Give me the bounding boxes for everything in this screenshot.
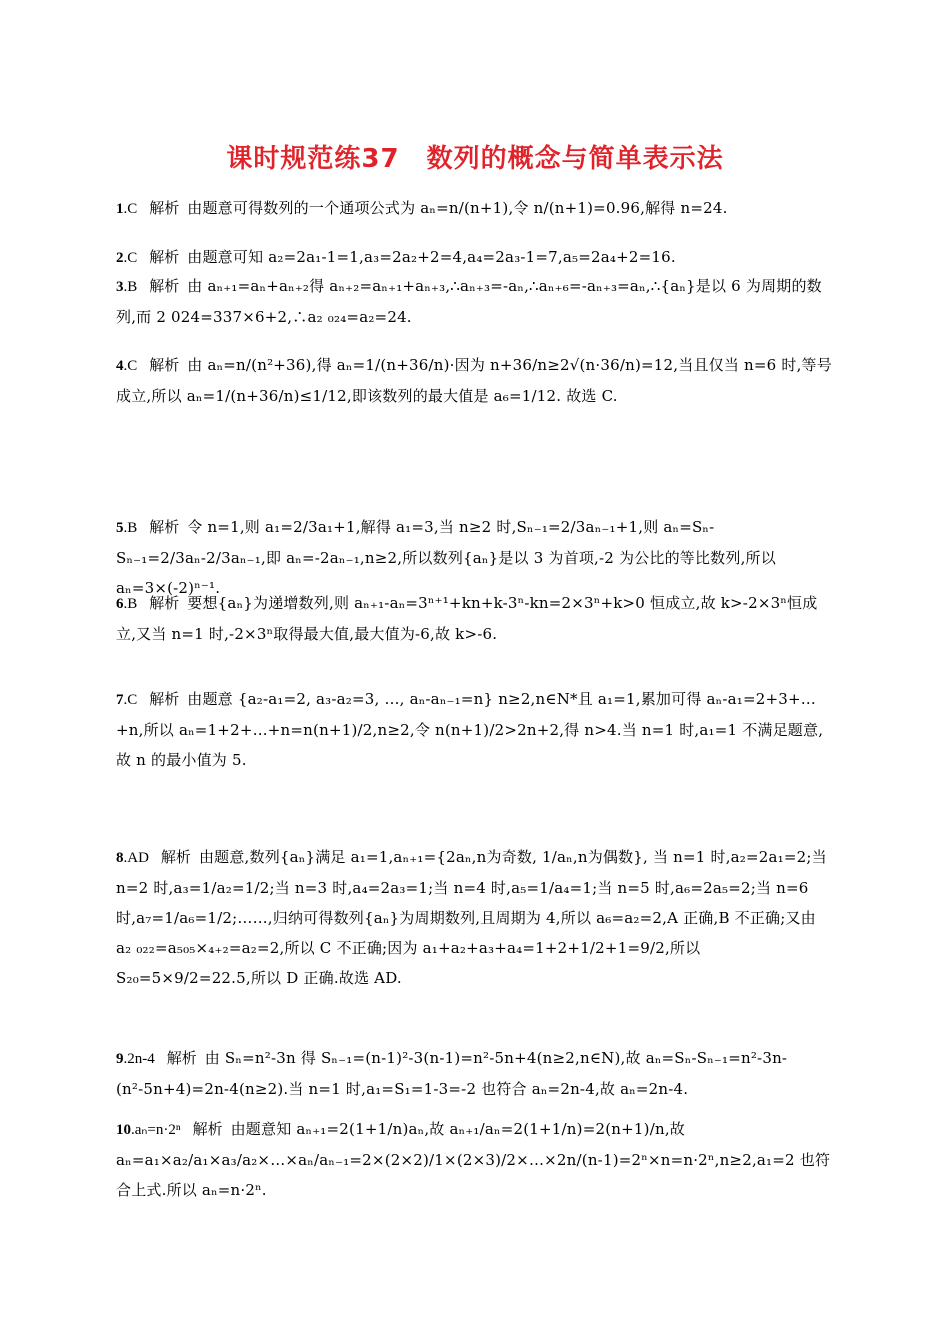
- item-number: 4: [116, 358, 124, 374]
- item-text: 由题意 {a₂-a₁=2, a₃-a₂=3, …, aₙ-aₙ₋₁=n} n≥2,n∈N*且 a₁=1,累加可得 aₙ-a₁=2+3+…+n,所以 aₙ=1+2+…+n=n(n+1)/2,n≥2,令 n(n+1)/2>2n+2,得 n>4.当 n=1 时,a₁=1 不满足题意,故 n 的最小值为 5.: [116, 690, 824, 769]
- item-text: 由题意,数列{aₙ}满足 a₁=1,aₙ₊₁={2aₙ,n为奇数, 1/aₙ,n为偶数}, 当 n=1 时,a₂=2a₁=2;当 n=2 时,a₃=1/a₂=1/2;当 n=3 时,a₄=2a₃=1;当 n=4 时,a₅=1/a₄=1;当 n=5 时,a₆=2a₅=2;当 n=6 时,a₇=1/a₆=1/2;……,归纳可得数列{aₙ}为周期数列,且周期为 4,所以 a₆=a₂=2,A 正确,B 不正确;又由 a₂ ₀₂₂=a₅₀₅×₄₊₂=a₂=2,所以 C 不正确;因为 a₁+a₂+a₃+a₄=1+2+1/2+1=9/2,所以 S₂₀=5×9/2=22.5,所以 D 正确.故选 AD.: [116, 848, 827, 987]
- analysis-tag: 解析: [149, 356, 180, 374]
- item-answer: .2n-4: [123, 1051, 155, 1067]
- solution-item: [116, 193, 832, 224]
- analysis-tag: 解析: [149, 594, 180, 612]
- solution-item: [116, 842, 832, 993]
- analysis-tag: 解析: [149, 248, 180, 266]
- item-number: 8: [116, 850, 124, 866]
- solution-item: [116, 242, 832, 273]
- item-answer: .C: [123, 201, 138, 217]
- item-text: 由 aₙ₊₁=aₙ+aₙ₊₂得 aₙ₊₂=aₙ₊₁+aₙ₊₃,∴aₙ₊₃=-aₙ,∴aₙ₊₆=-aₙ₊₃=aₙ,∴{aₙ}是以 6 为周期的数列,而 2 024=337×6+2,∴a₂ ₀₂₄=a₂=24.: [116, 277, 822, 326]
- item-number: 6: [116, 596, 124, 612]
- item-text: 令 n=1,则 a₁=2/3a₁+1,解得 a₁=3,当 n≥2 时,Sₙ₋₁=2/3aₙ₋₁+1,则 aₙ=Sₙ-Sₙ₋₁=2/3aₙ-2/3aₙ₋₁,即 aₙ=-2aₙ₋₁,n≥2,所以数列{aₙ}是以 3 为首项,-2 为公比的等比数列,所以 aₙ=3×(-2)ⁿ⁻¹.: [116, 518, 776, 597]
- item-answer: .aₙ=n·2ⁿ: [131, 1122, 181, 1138]
- item-text: 要想{aₙ}为递增数列,则 aₙ₊₁-aₙ=3ⁿ⁺¹+kn+k-3ⁿ-kn=2×3ⁿ+k>0 恒成立,故 k>-2×3ⁿ恒成立,又当 n=1 时,-2×3ⁿ取得最大值,最大值为-6,故 k>-6.: [116, 594, 818, 643]
- item-answer: .B: [123, 596, 138, 612]
- item-number: 3: [116, 279, 124, 295]
- solution-item: [116, 271, 832, 332]
- item-number: 7: [116, 692, 124, 708]
- solution-item: [116, 684, 832, 775]
- solution-item: [116, 588, 832, 649]
- item-text: 由 aₙ=n/(n²+36),得 aₙ=1/(n+36/n)·因为 n+36/n≥2√(n·36/n)=12,当且仅当 n=6 时,等号成立,所以 aₙ=1/(n+36/n)≤1/12,即该数列的最大值是 a₆=1/12. 故选 C.: [116, 356, 832, 405]
- item-text: 由 Sₙ=n²-3n 得 Sₙ₋₁=(n-1)²-3(n-1)=n²-5n+4(n≥2,n∈N),故 aₙ=Sₙ-Sₙ₋₁=n²-3n-(n²-5n+4)=2n-4(n≥2).当 n=1 时,a₁=S₁=1-3=-2 也符合 aₙ=2n-4,故 aₙ=2n-4.: [116, 1049, 788, 1098]
- solution-item: [116, 1043, 832, 1104]
- item-answer: .AD: [123, 850, 149, 866]
- analysis-tag: 解析: [149, 199, 180, 217]
- analysis-tag: 解析: [166, 1049, 197, 1067]
- item-number: 9: [116, 1051, 124, 1067]
- item-number: 2: [116, 250, 124, 266]
- analysis-tag: 解析: [149, 277, 180, 295]
- item-number: 10: [116, 1122, 131, 1138]
- item-answer: .C: [123, 358, 138, 374]
- analysis-tag: 解析: [192, 1120, 223, 1138]
- item-text: 由题意知 aₙ₊₁=2(1+1/n)aₙ,故 aₙ₊₁/aₙ=2(1+1/n)=2(n+1)/n,故 aₙ=a₁×a₂/a₁×a₃/a₂×…×aₙ/aₙ₋₁=2×(2×2)/1×(2×3)/2×…×2n/(n-1)=2ⁿ×n=n·2ⁿ,n≥2,a₁=2 也符合上式.所以 aₙ=n·2ⁿ.: [116, 1120, 831, 1199]
- page-title: 课时规范练37 数列的概念与简单表示法: [226, 144, 724, 174]
- analysis-tag: 解析: [149, 690, 180, 708]
- solution-item: [116, 1114, 832, 1205]
- item-text: 由题意可得数列的一个通项公式为 aₙ=n/(n+1),令 n/(n+1)=0.96,解得 n=24.: [187, 199, 728, 217]
- item-answer: .B: [123, 279, 138, 295]
- analysis-tag: 解析: [149, 518, 180, 536]
- item-answer: .C: [123, 692, 138, 708]
- item-number: 5: [116, 520, 124, 536]
- item-answer: .B: [123, 520, 138, 536]
- solution-item: [116, 350, 832, 411]
- item-text: 由题意可知 a₂=2a₁-1=1,a₃=2a₂+2=4,a₄=2a₃-1=7,a₅=2a₄+2=16.: [187, 248, 676, 266]
- item-answer: .C: [123, 250, 138, 266]
- analysis-tag: 解析: [160, 848, 191, 866]
- item-number: 1: [116, 201, 124, 217]
